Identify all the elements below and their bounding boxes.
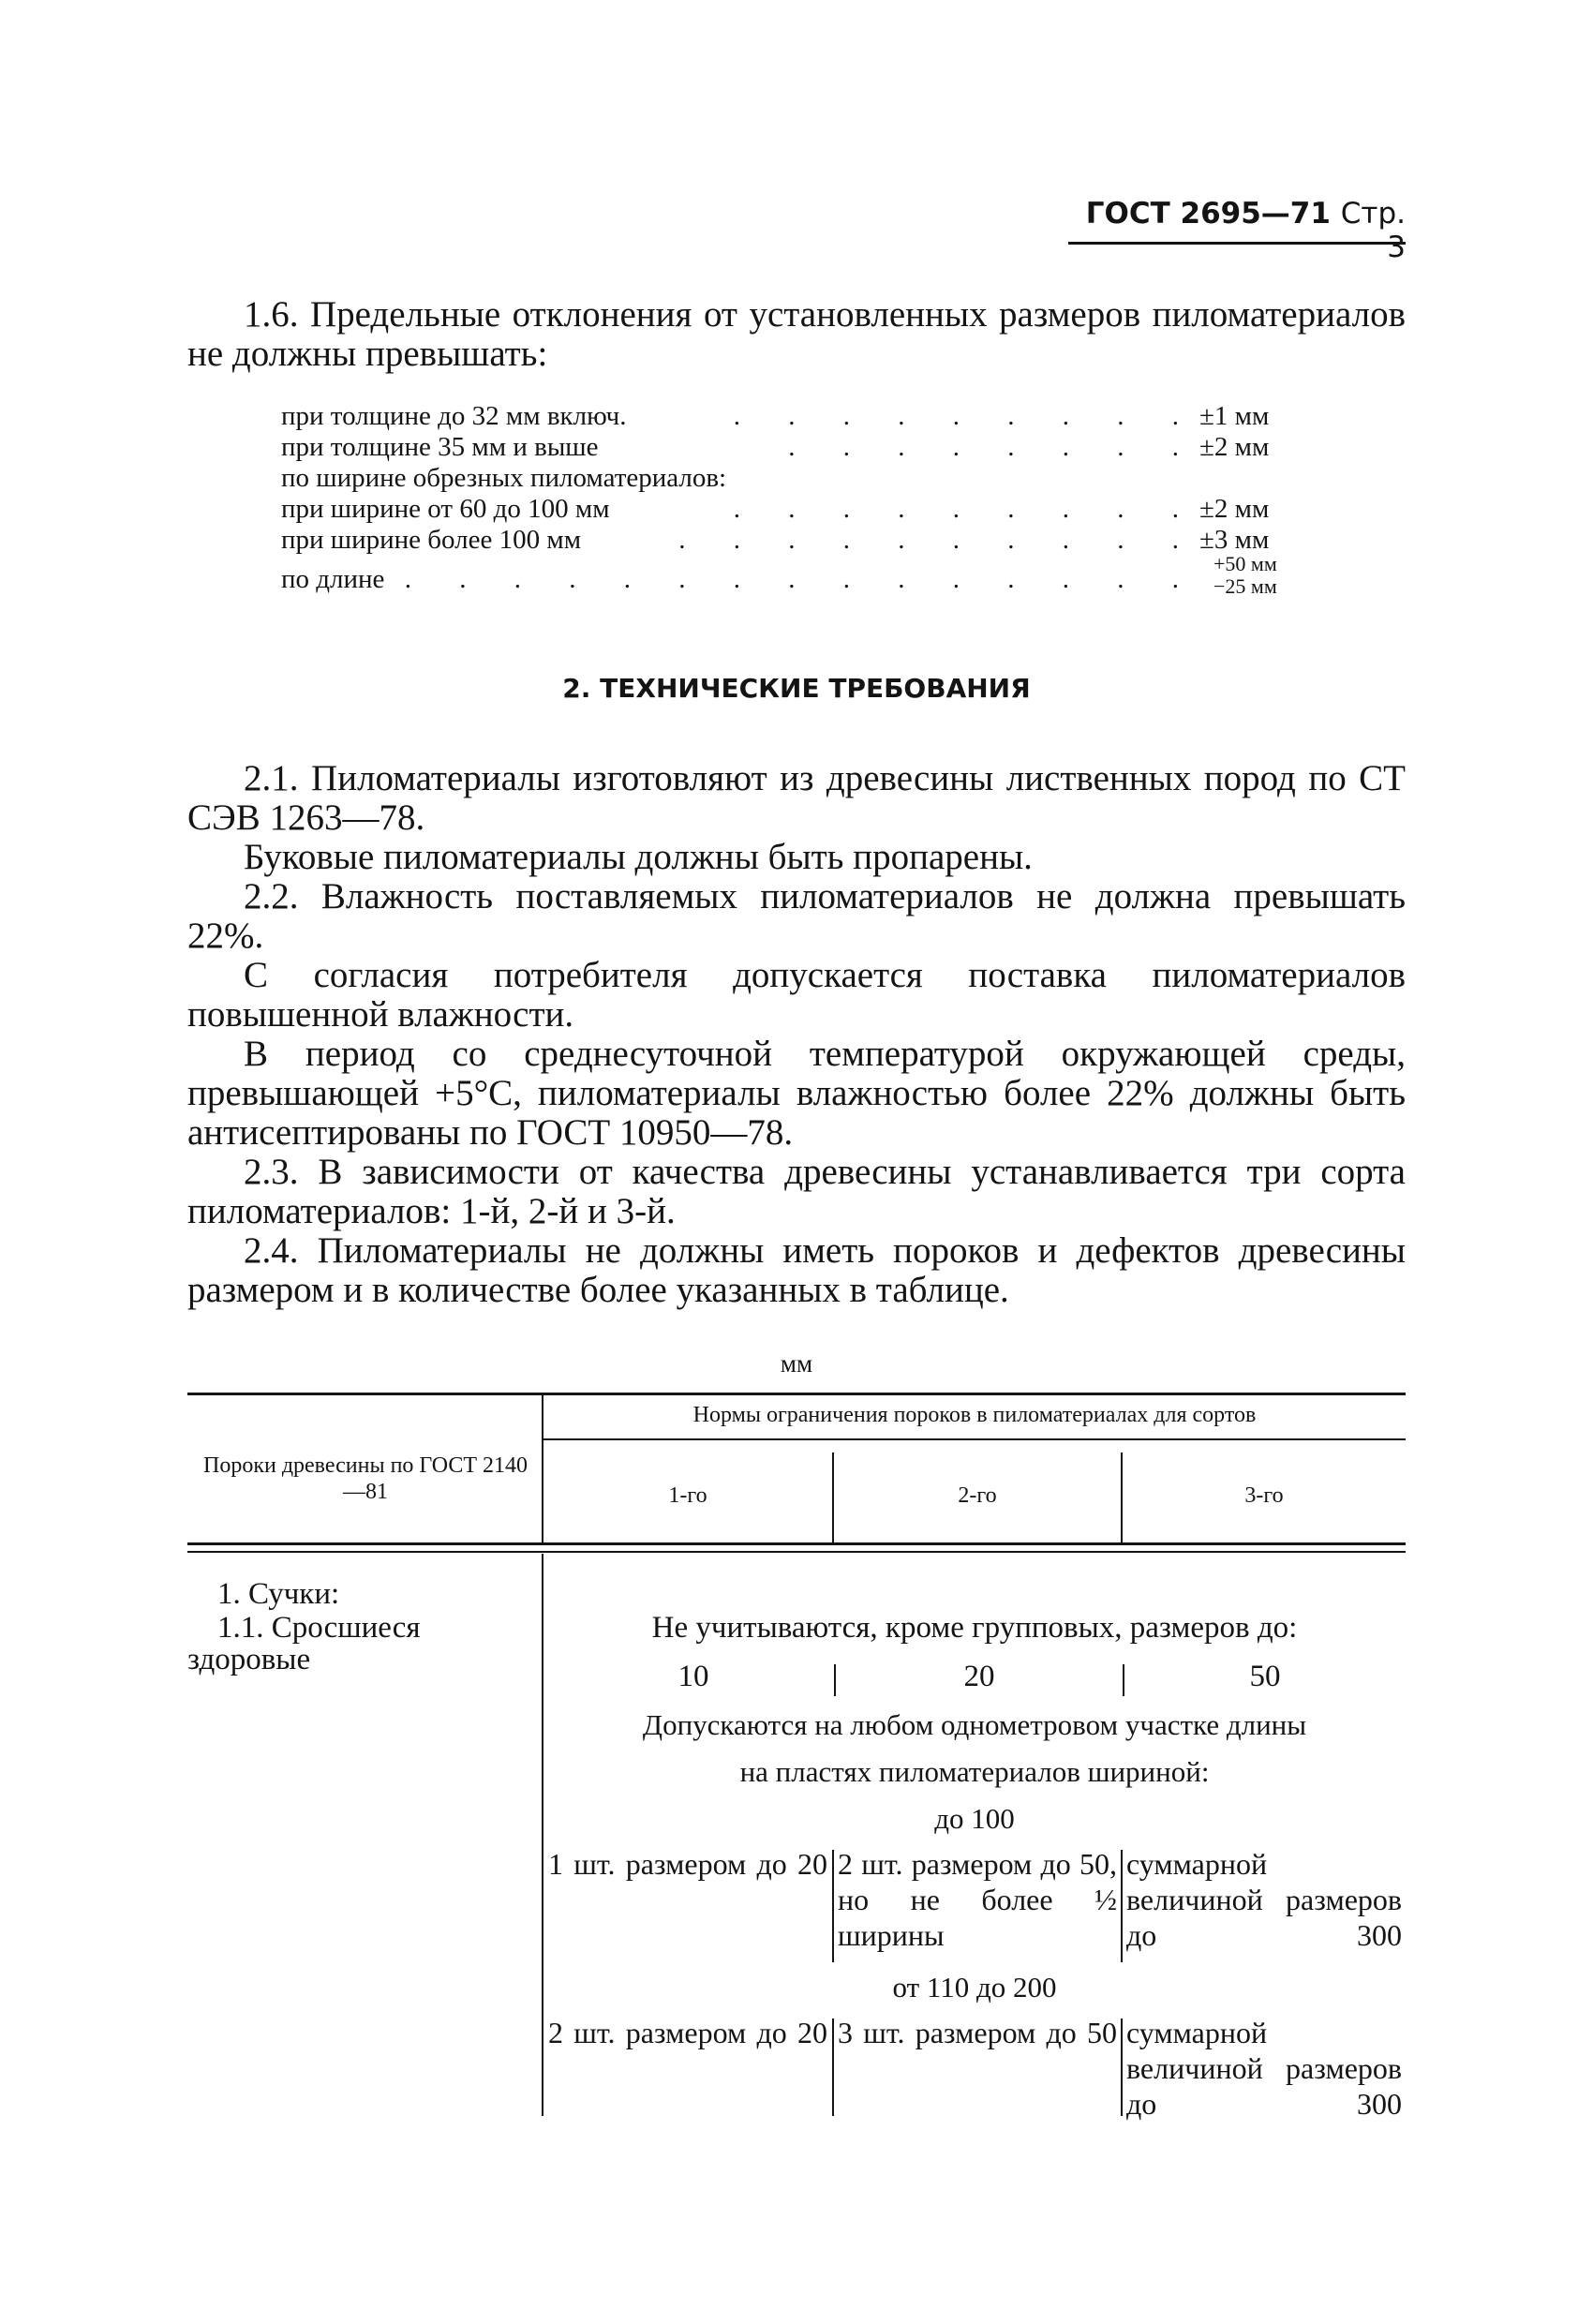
norm-cell: суммарной величиной размеров до 300 [1126, 1847, 1402, 1952]
page-number: Стр. 3 [1340, 197, 1406, 264]
size-divider [1123, 1664, 1124, 1696]
paragraph-2-2-b: С согласия потребителя допускается поставка пиломатериалов повышенной влажности. [187, 955, 1406, 1035]
table-header-rule [187, 1542, 1406, 1545]
page-header [1078, 197, 1406, 264]
grade-header: 3-го [1244, 1483, 1284, 1508]
paragraph-2-2-c: В период со среднесуточной температурой окружающей среды, превышающей +5°C, пиломатериалы влажностью более 22% должны быть антисептированы по ГОСТ 10950—78. [187, 1034, 1406, 1153]
paragraph-2-1-b: Буковые пиломатериалы должны быть пропарены. [244, 837, 1033, 877]
cell-divider [1121, 2019, 1123, 2116]
paragraph-2-1: 2.1. Пиломатериалы изготовляют из древесины лиственных пород по СТ СЭВ 1263—78. [187, 758, 1406, 838]
deviation-row: при толщине до 32 мм включ. . . . . . . . . . ±1 мм [281, 401, 1270, 431]
header-rule [1068, 242, 1406, 245]
table-unit: мм [780, 1349, 813, 1378]
column-header-defects: Пороки древесины по ГОСТ 2140—81 [202, 1453, 529, 1504]
size-value: 50 [1249, 1660, 1281, 1693]
table-header-rule-2 [187, 1551, 1406, 1553]
paragraph-2-2: 2.2. Влажность поставляемых пиломатериалов не должна превышать 22%. [187, 876, 1406, 956]
standard-number: ГОСТ 2695—71 [1085, 197, 1331, 231]
size-value: 10 [677, 1660, 709, 1693]
row-subtitle: 1.1. Сросшиеся здоровые [187, 1611, 421, 1676]
paragraph-2-3: 2.3. В зависимости от качества древесины устанавливается три сорта пиломатериалов: 1-й, 2-й и 3-й. [187, 1152, 1406, 1231]
section-title: 2. ТЕХНИЧЕСКИЕ ТРЕБОВАНИЯ [562, 673, 1031, 704]
norm-line: Не учитываются, кроме групповых, размеров до: [651, 1611, 1298, 1645]
column-group-header: Нормы ограничения пороков в пиломатериалах для сортов [692, 1403, 1257, 1427]
norm-cell: суммарной величиной размеров до 300 [1126, 2016, 1402, 2121]
norm-line: на пластях пиломатериалов шириной: [739, 1755, 1210, 1788]
deviation-row: при ширине более 100 мм . . . . . . . . . . ±3 мм [281, 525, 1270, 555]
norm-cell: 2 шт. размером до 50, но не более ½ ширины [838, 1847, 1117, 1952]
size-value: 20 [963, 1660, 995, 1693]
deviation-row: при толщине 35 мм и выше . . . . . . . . ±2 мм [281, 432, 1270, 462]
grade-header: 1-го [668, 1483, 707, 1508]
paragraph-2-4: 2.4. Пиломатериалы не должны иметь пороков и дефектов древесины размером и в количестве более указанных в таблице. [187, 1230, 1406, 1310]
deviation-row: по ширине обрезных пиломатериалов: [281, 463, 727, 493]
deviation-row-length: по длине . . . . . . . . . . . . . . . [281, 564, 1199, 594]
width-range: от 110 до 200 [892, 1971, 1057, 2004]
grade-header: 2-го [958, 1483, 997, 1508]
cell-divider [832, 1850, 834, 1962]
deviation-row: при ширине от 60 до 100 мм . . . . . . . . . ±2 мм [281, 494, 1270, 524]
cell-divider [832, 2019, 834, 2116]
table-mid-rule [543, 1438, 1406, 1440]
table-top-rule [187, 1393, 1406, 1395]
paragraph-1-6: 1.6. Предельные отклонения от установленных размеров пиломатериалов не должны превышать: [187, 294, 1406, 374]
cell-divider [1121, 1850, 1123, 1962]
norm-cell: 1 шт. размером до 20 [548, 1847, 827, 1881]
length-tolerance: +50 мм −25 мм [1213, 552, 1277, 598]
norm-cell: 2 шт. размером до 20 [548, 2016, 827, 2049]
size-divider [834, 1664, 836, 1696]
width-range: до 100 [934, 1802, 1015, 1835]
norm-cell: 3 шт. размером до 50 [838, 2016, 1117, 2049]
row-title: 1. Сучки: [217, 1577, 340, 1611]
norm-line: Допускаются на любом однометровом участке длины [642, 1708, 1307, 1741]
